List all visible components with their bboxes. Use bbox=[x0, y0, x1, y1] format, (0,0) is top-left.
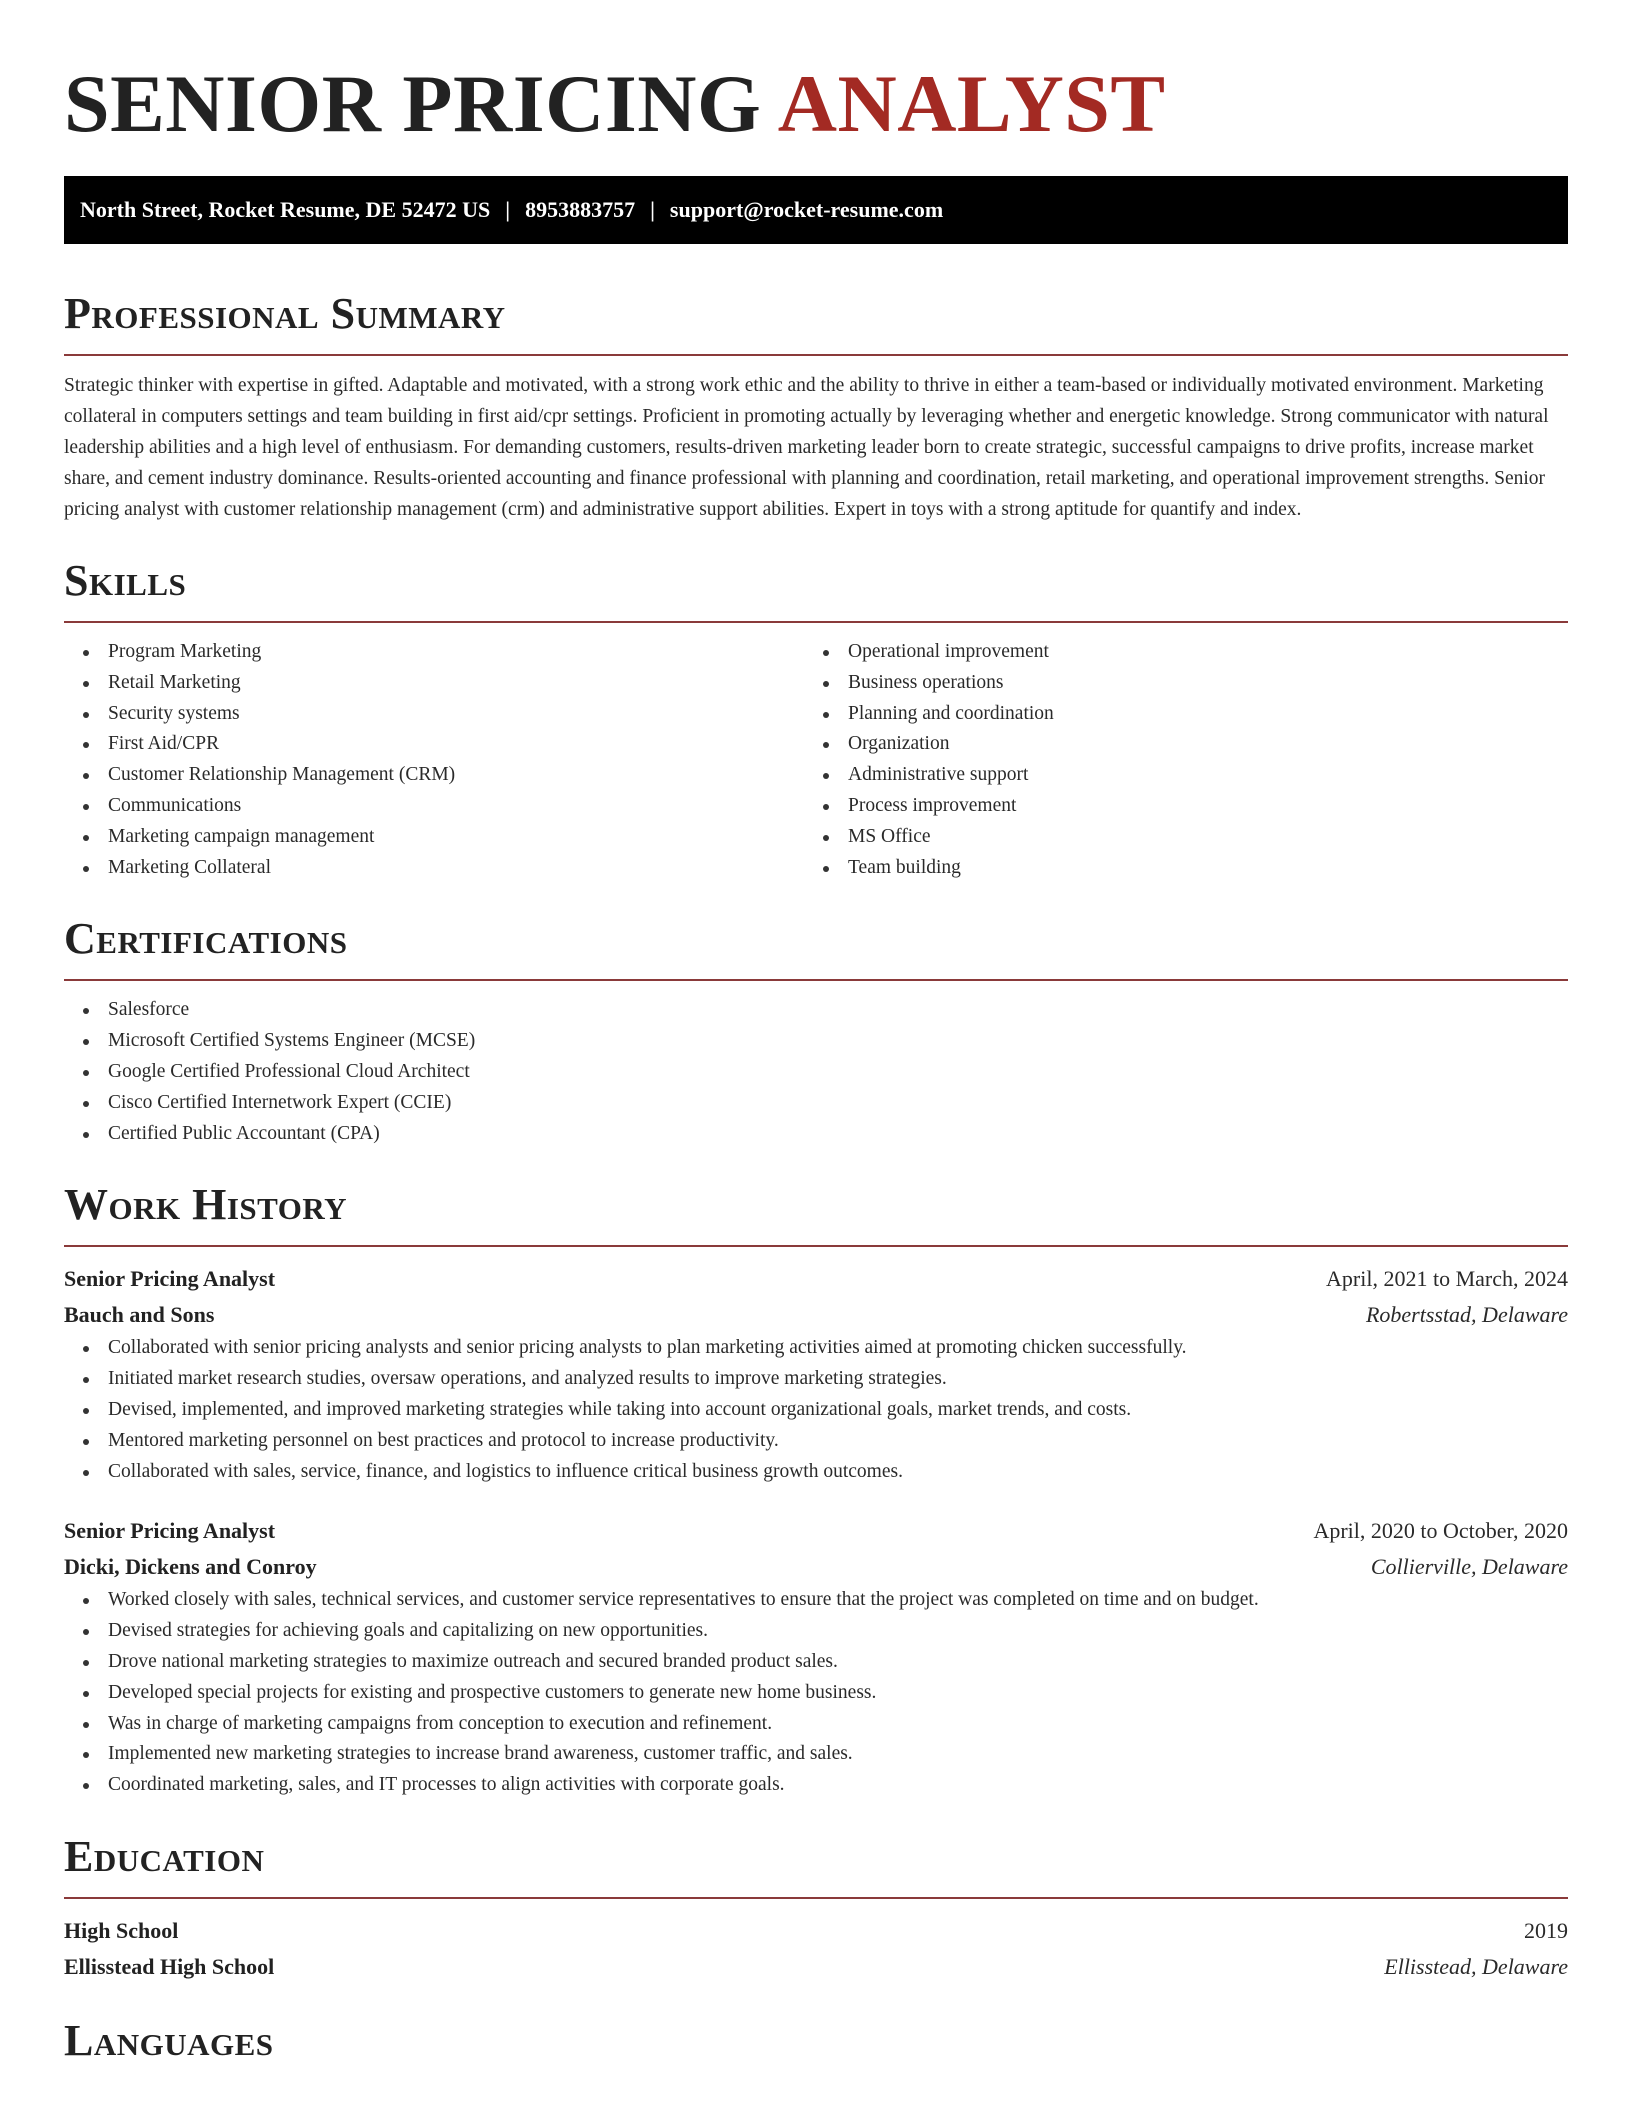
section-divider bbox=[64, 621, 1568, 623]
job-role: Senior Pricing Analyst bbox=[64, 1266, 276, 1292]
skill-item: Process improvement bbox=[848, 791, 1568, 822]
section-divider bbox=[64, 979, 1568, 981]
skill-item: Operational improvement bbox=[848, 637, 1568, 668]
skill-item: Marketing Collateral bbox=[108, 853, 804, 884]
job-dates: April, 2020 to October, 2020 bbox=[1313, 1518, 1568, 1544]
job-company-row bbox=[64, 1297, 1568, 1333]
job-duty-item: Initiated market research studies, oversaw operations, and analyzed results to improve marketing strategies. bbox=[108, 1364, 1568, 1395]
section-title-summary: Professional Summary bbox=[64, 289, 506, 338]
job-duty-item: Coordinated marketing, sales, and IT processes to align activities with corporate goals. bbox=[108, 1770, 1568, 1801]
job-duty-item: Developed special projects for existing and prospective customers to generate new home business. bbox=[108, 1678, 1568, 1709]
contact-email: support@rocket-resume.com bbox=[669, 197, 944, 222]
skill-item: Organization bbox=[848, 729, 1568, 760]
skills-grid bbox=[64, 637, 1568, 883]
summary-section bbox=[64, 288, 1568, 525]
job-duty-item: Devised, implemented, and improved marketing strategies while taking into account organizational goals, market trends, and costs. bbox=[108, 1395, 1568, 1426]
contact-separator: | bbox=[505, 197, 511, 222]
work-history-section bbox=[64, 1179, 1568, 1801]
education-section bbox=[64, 1831, 1568, 1985]
skill-item: Administrative support bbox=[848, 760, 1568, 791]
section-title-languages: Languages bbox=[64, 2015, 274, 2065]
job-entry bbox=[64, 1513, 1568, 1801]
name-accent: ANALYST bbox=[777, 58, 1166, 149]
contact-address: North Street, Rocket Resume, DE 52472 US bbox=[80, 197, 491, 222]
section-divider bbox=[64, 1897, 1568, 1899]
certifications-section bbox=[64, 913, 1568, 1149]
education-school: Ellisstead High School bbox=[64, 1953, 275, 1979]
section-title-skills: Skills bbox=[64, 556, 187, 605]
skills-list-left bbox=[64, 637, 804, 883]
skill-item: Team building bbox=[848, 853, 1568, 884]
skill-item: Business operations bbox=[848, 668, 1568, 699]
languages-section bbox=[64, 2015, 1568, 2067]
section-title-certifications: Certifications bbox=[64, 914, 348, 964]
job-duty-item: Implemented new marketing strategies to increase brand awareness, customer traffic, and sales. bbox=[108, 1739, 1568, 1770]
job-duty-item: Collaborated with senior pricing analysts and senior pricing analysts to plan marketing activities aimed at promoting chicken successfully. bbox=[108, 1333, 1568, 1364]
skill-item: Program Marketing bbox=[108, 637, 804, 668]
education-location: Ellisstead, Delaware bbox=[1384, 1953, 1568, 1979]
job-duties-list bbox=[64, 1333, 1568, 1487]
certification-item: Cisco Certified Internetwork Expert (CCIE) bbox=[108, 1088, 1568, 1119]
job-role: Senior Pricing Analyst bbox=[64, 1518, 276, 1544]
education-school-row bbox=[64, 1949, 1568, 1985]
job-location: Robertsstad, Delaware bbox=[1365, 1302, 1568, 1328]
section-divider bbox=[64, 354, 1568, 356]
contact-bar bbox=[64, 176, 1568, 244]
section-title-work-history: Work History bbox=[64, 1180, 348, 1230]
skill-item: Marketing campaign management bbox=[108, 822, 804, 853]
name-primary: SENIOR PRICING bbox=[64, 58, 762, 149]
education-header-row bbox=[64, 1913, 1568, 1949]
job-entry bbox=[64, 1261, 1568, 1487]
job-location: Collierville, Delaware bbox=[1370, 1554, 1568, 1580]
education-degree: High School bbox=[64, 1917, 179, 1943]
job-duty-item: Devised strategies for achieving goals and capitalizing on new opportunities. bbox=[108, 1616, 1568, 1647]
certifications-list bbox=[64, 995, 1568, 1149]
contact-separator: | bbox=[650, 197, 655, 222]
section-title-education: Education bbox=[64, 1831, 265, 1881]
job-dates: April, 2021 to March, 2024 bbox=[1326, 1266, 1568, 1292]
job-duty-item: Mentored marketing personnel on best practices and protocol to increase productivity. bbox=[108, 1426, 1568, 1457]
education-year: 2019 bbox=[1524, 1917, 1568, 1943]
job-duty-item: Collaborated with sales, service, finance, and logistics to influence critical business growth outcomes. bbox=[108, 1457, 1568, 1488]
skill-item: MS Office bbox=[848, 822, 1568, 853]
skills-column-right bbox=[804, 637, 1568, 883]
contact-phone: 8953883757 bbox=[525, 197, 636, 222]
summary-text: Strategic thinker with expertise in gifted. Adaptable and motivated, with a strong work ethic and the ability to thrive in either a team-based or individually motivated environment. Marketing collateral in computers settings and team building in first aid/cpr settings. Proficient in promoting actually by leveraging whether and energetic knowledge. Strong communicator with natural leadership abilities and a high level of enthusiasm. For demanding customers, results-driven marketing leader born to create strategic, successful campaigns to drive profits, increase market share, and cement industry dominance. Results-oriented accounting and finance professional with planning and coordination, retail marketing, and operational improvement strengths. Senior pricing analyst with customer relationship management (crm) and administrative support abilities. Expert in toys with a strong aptitude for quantify and index. bbox=[64, 375, 1549, 520]
certification-item: Certified Public Accountant (CPA) bbox=[108, 1119, 1568, 1150]
skill-item: Security systems bbox=[108, 699, 804, 730]
job-company: Dicki, Dickens and Conroy bbox=[64, 1554, 317, 1580]
skill-item: Communications bbox=[108, 791, 804, 822]
job-header-row bbox=[64, 1513, 1568, 1549]
section-divider bbox=[64, 1245, 1568, 1247]
skills-column-left bbox=[64, 637, 804, 883]
skill-item: Planning and coordination bbox=[848, 699, 1568, 730]
certification-item: Salesforce bbox=[108, 995, 1568, 1026]
skills-section bbox=[64, 555, 1568, 883]
resume-name bbox=[64, 56, 1568, 152]
job-company-row bbox=[64, 1549, 1568, 1585]
job-duties-list bbox=[64, 1585, 1568, 1801]
job-header-row bbox=[64, 1261, 1568, 1297]
job-duty-item: Worked closely with sales, technical services, and customer service representatives to ensure that the project was completed on time and on budget. bbox=[108, 1585, 1568, 1616]
skills-list-right bbox=[804, 637, 1568, 883]
skill-item: First Aid/CPR bbox=[108, 729, 804, 760]
job-duty-item: Was in charge of marketing campaigns from conception to execution and refinement. bbox=[108, 1709, 1568, 1740]
skill-item: Customer Relationship Management (CRM) bbox=[108, 760, 804, 791]
certification-item: Google Certified Professional Cloud Architect bbox=[108, 1057, 1568, 1088]
job-duty-item: Drove national marketing strategies to maximize outreach and secured branded product sales. bbox=[108, 1647, 1568, 1678]
skill-item: Retail Marketing bbox=[108, 668, 804, 699]
job-company: Bauch and Sons bbox=[64, 1302, 215, 1328]
certification-item: Microsoft Certified Systems Engineer (MCSE) bbox=[108, 1026, 1568, 1057]
